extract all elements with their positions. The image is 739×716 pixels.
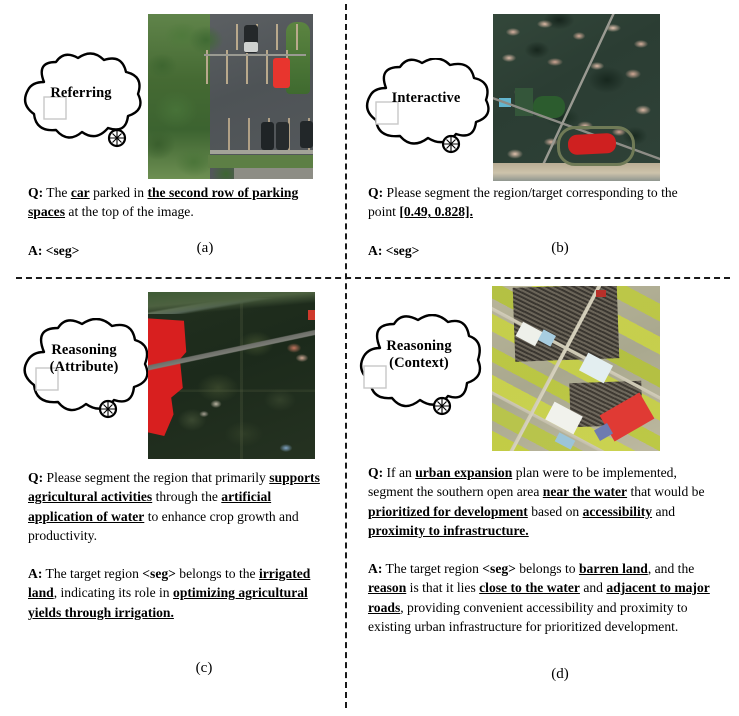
text-run: plan were to be implemented, segment the southern open area — [368, 465, 677, 500]
car-dark-4 — [300, 121, 313, 148]
bubble-label-b: Interactive — [391, 90, 461, 106]
panel-caption-b: (b) — [551, 240, 569, 256]
answer-d — [368, 559, 714, 636]
cloud-shape-icon — [354, 314, 484, 424]
curb-line — [204, 54, 306, 56]
answer-a — [28, 241, 316, 260]
text-run: barren land — [578, 561, 648, 577]
text-run: adjacent to major roads — [368, 580, 710, 615]
text-run: <seg> — [142, 566, 176, 582]
red-roof-top — [596, 290, 606, 297]
satellite-image-b — [493, 14, 660, 181]
text-run: that would be — [627, 484, 705, 500]
question-text-c — [28, 470, 320, 543]
panel-d — [346, 278, 739, 716]
highlighted-car — [273, 58, 290, 88]
track-oval-outline — [557, 126, 635, 166]
text-run: Please segment the region/target corresponding to the point — [368, 185, 678, 220]
thought-bubble-d — [354, 314, 484, 424]
bubble-label-a: Referring — [50, 85, 112, 101]
text-run: at the top of the image. — [65, 204, 194, 220]
car-dark-2 — [261, 122, 274, 150]
text-run: , providing convenient accessibility and proximity to existing urban infrastructure for prioritized development. — [368, 599, 688, 635]
text-run: optimizing agricultural yields through irrigation. — [28, 585, 308, 620]
answer-label-b: A: — [368, 242, 383, 258]
text-run: belongs to — [515, 561, 579, 577]
grass-strip-bottom — [208, 155, 313, 168]
text-run: urban expansion — [415, 465, 513, 480]
village-rooftops — [148, 292, 315, 459]
text-run: the second row of parking spaces — [28, 185, 299, 220]
text-run: If an — [386, 465, 416, 480]
answer-label-d: A: — [368, 561, 383, 577]
text-run: <seg> — [45, 242, 80, 258]
answer-text-d — [368, 561, 710, 634]
text-run: and — [652, 503, 676, 519]
panel-caption-c: (c) — [195, 660, 213, 676]
panel-caption-d: (d) — [551, 666, 569, 682]
text-run: Please segment the region that primarily — [46, 470, 270, 485]
thought-bubble-a — [16, 52, 146, 152]
question-c — [28, 468, 328, 545]
text-run: and — [579, 580, 607, 596]
text-run: The target region — [385, 561, 483, 577]
curb-line-bottom — [210, 150, 313, 154]
question-text-d — [368, 465, 705, 538]
red-roof-right-edge — [308, 310, 315, 320]
text-run: near the water — [542, 484, 628, 500]
text-run: <seg> — [385, 242, 420, 258]
satellite-image-a — [148, 14, 313, 179]
text-run: reason — [368, 580, 407, 596]
text-run: proximity to infrastructure. — [368, 522, 529, 538]
text-run: is that it lies — [406, 580, 480, 596]
text-run: car — [70, 185, 90, 200]
thought-bubble-b — [358, 58, 494, 158]
text-run: accessibility — [582, 503, 653, 519]
car-dark-3 — [276, 122, 289, 150]
panel-b — [346, 0, 739, 277]
question-a — [28, 183, 316, 222]
text-run: <seg> — [482, 561, 516, 577]
answer-label-c: A: — [28, 566, 43, 582]
panel-a — [0, 0, 345, 277]
text-run: , and the — [647, 561, 695, 577]
text-run: supports agricultural activities — [28, 470, 320, 505]
bubble-label-d: Reasoning (Context) — [386, 338, 452, 371]
cloud-shape-icon — [16, 318, 152, 428]
panel-c — [0, 278, 345, 716]
answer-label-a: A: — [28, 242, 43, 258]
question-label-b: Q: — [368, 185, 384, 200]
question-d — [368, 463, 714, 540]
text-run: artificial application of water — [28, 489, 272, 524]
text-run: The target region — [45, 566, 143, 582]
car-white-1 — [244, 42, 258, 52]
question-label-c: Q: — [28, 470, 44, 485]
text-run: to enhance crop growth and productivity. — [28, 508, 299, 543]
answer-c — [28, 564, 328, 622]
text-run: [0.49, 0.828]. — [399, 204, 473, 220]
cloud-shape-icon — [16, 52, 146, 152]
answer-text-a — [46, 243, 80, 258]
text-run: through the — [152, 489, 222, 505]
satellite-image-c — [148, 292, 315, 459]
question-b — [368, 183, 708, 222]
qa-block-d — [368, 463, 714, 636]
text-run: prioritized for development — [368, 503, 528, 519]
satellite-image-d — [492, 286, 660, 451]
text-run: based on — [527, 503, 583, 519]
bubble-label-c: Reasoning (Attribute) — [49, 342, 119, 375]
text-run: The — [46, 185, 71, 200]
qa-block-c — [28, 468, 328, 622]
panel-caption-a: (a) — [196, 240, 214, 256]
question-label-d: Q: — [368, 465, 384, 480]
text-run: , indicating its role in — [53, 585, 174, 601]
cloud-shape-icon — [358, 58, 494, 158]
question-text-b — [368, 185, 678, 219]
text-run: belongs to the — [175, 566, 259, 582]
question-label-a: Q: — [28, 185, 44, 200]
thought-bubble-c — [16, 318, 152, 428]
answer-text-b — [386, 243, 420, 258]
qa-block-a — [28, 183, 316, 260]
text-run: close to the water — [479, 580, 580, 596]
text-run: irrigated land — [28, 566, 311, 601]
text-run: parked in — [89, 185, 148, 200]
answer-text-c — [28, 566, 310, 620]
question-text-a — [28, 185, 298, 219]
